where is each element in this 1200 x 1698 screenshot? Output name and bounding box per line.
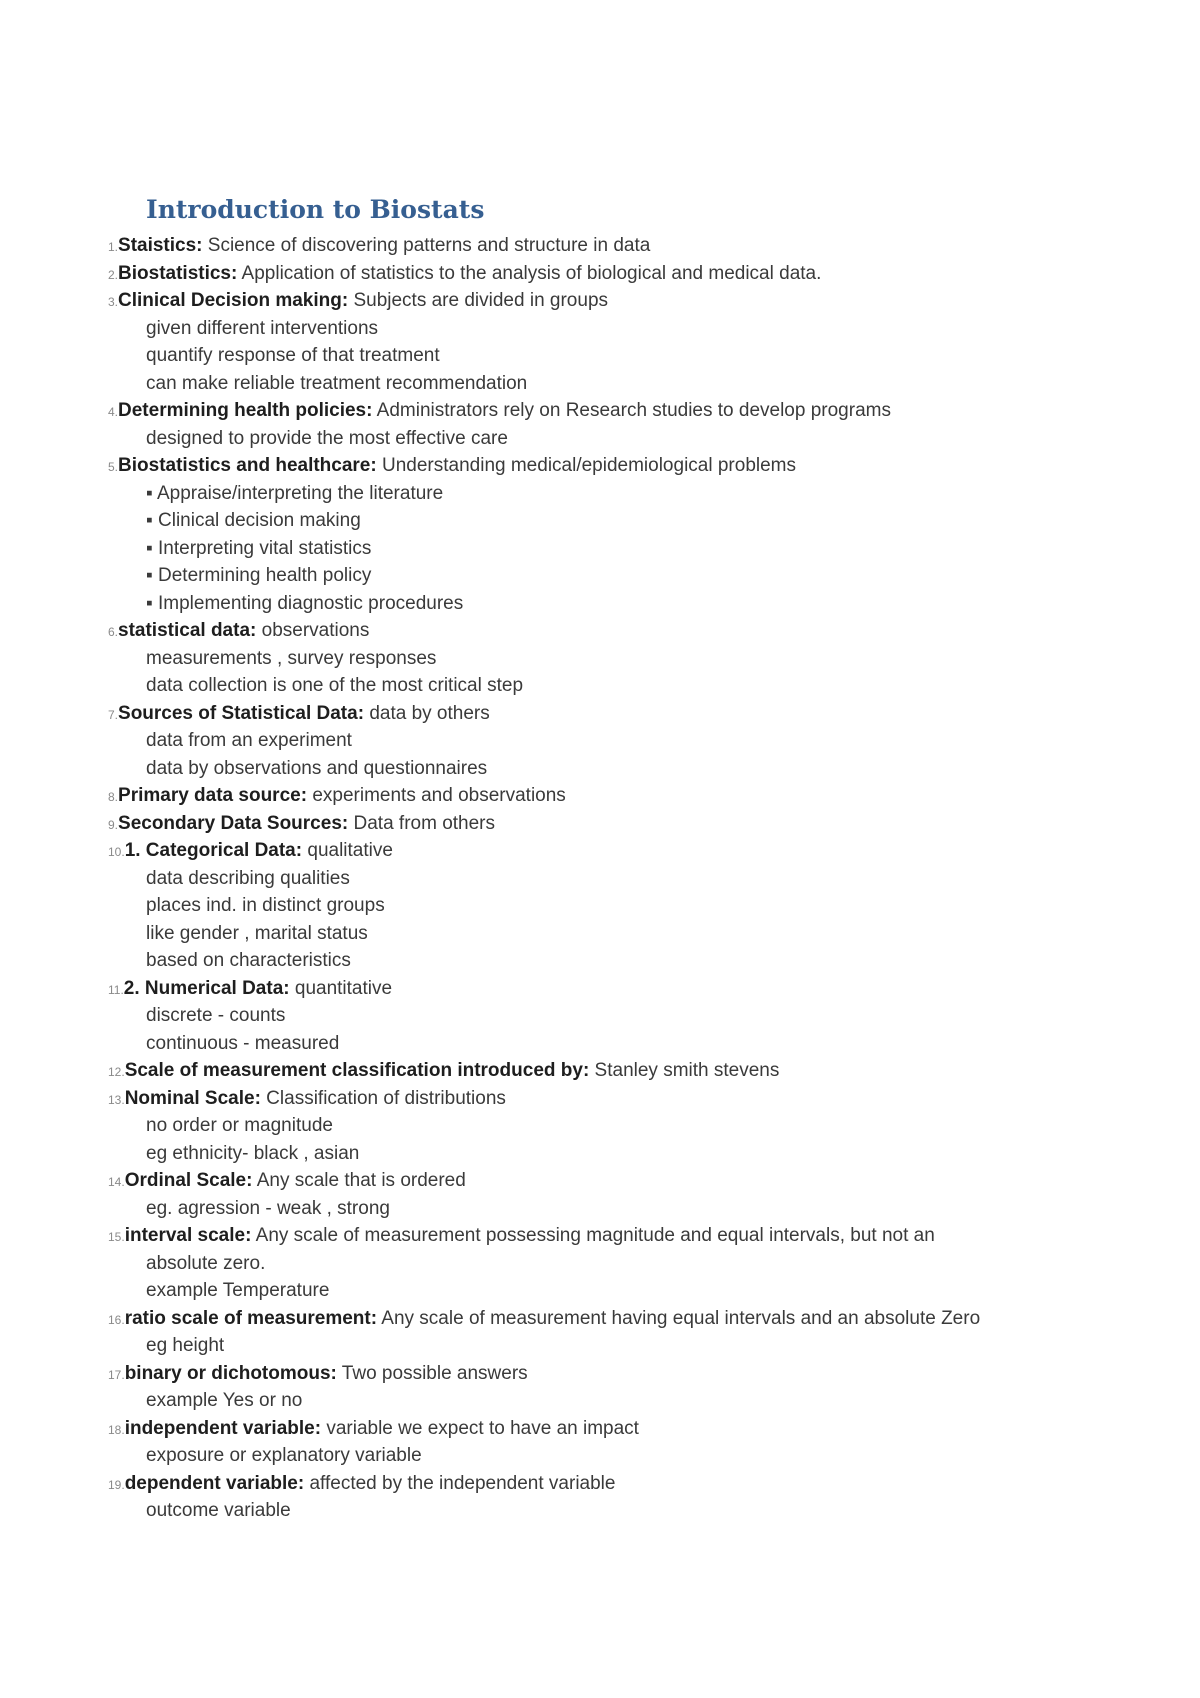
item-term: dependent variable: [124,1472,305,1494]
item-heading-line [108,1360,1108,1388]
item-term: Scale of measurement classification introduced by: [124,1060,590,1081]
item-definition: Application of statistics to the analysis of biological and medical data. [237,262,822,284]
item-definition: Two possible answers [336,1362,528,1384]
item-definition: Any scale that is ordered [252,1170,466,1191]
item-heading-line [108,1167,1108,1195]
item-detail-line: example Temperature [146,1280,330,1301]
item-definition: quantitative [289,977,393,999]
item-number: 2. [108,267,119,282]
item-definition: Administrators rely on Research studies to develop programs [372,400,891,421]
item-heading-line [108,1085,1108,1113]
list-item [108,975,1108,1058]
item-number: 8. [108,790,119,804]
item-number: 3. [108,295,119,309]
item-definition: variable we expect to have an impact [321,1417,639,1439]
list-item [108,452,1108,617]
item-detail-line: continuous - measured [146,1032,340,1054]
item-detail-line: measurements , survey responses [146,647,437,669]
item-detail-line: ▪ Determining health policy [146,565,372,586]
item-heading-line [108,975,1108,1003]
item-number: 14. [108,1175,125,1189]
item-number: 5. [108,460,119,474]
item-detail-line: quantify response of that treatment [146,345,440,366]
item-heading-line [108,232,1108,260]
item-term: Staistics: [118,235,203,256]
item-number: 12. [108,1065,125,1079]
item-number: 16. [108,1312,125,1327]
list-item [108,1057,1108,1085]
item-number: 18. [108,1422,125,1437]
list-item [108,287,1108,397]
item-detail-line: exposure or explanatory variable [146,1445,422,1466]
list-item [108,1360,1108,1415]
item-heading-line [108,1470,1108,1498]
item-number: 4. [108,405,119,419]
item-detail-line: based on characteristics [146,950,351,971]
item-term: statistical data: [118,620,257,641]
item-definition: Science of discovering patterns and structure in data [202,235,651,256]
item-number: 1. [108,240,119,254]
item-heading-line [108,700,1108,728]
document-content [108,190,1108,1525]
item-heading-line [108,1415,1108,1443]
item-definition: Any scale of measurement possessing magnitude and equal intervals, but not an [251,1225,935,1246]
item-detail-line: like gender , marital status [146,922,368,944]
item-heading-line [108,452,1108,480]
list-item [108,810,1108,838]
item-definition: observations [256,620,370,641]
item-term: interval scale: [124,1225,252,1246]
list-item [108,700,1108,783]
item-term: Primary data source: [118,785,308,806]
item-heading-line [108,260,1108,288]
item-number: 11. [108,982,124,997]
item-detail-line: given different interventions [146,317,379,339]
item-detail-line: data describing qualities [146,867,350,889]
item-definition: Subjects are divided in groups [348,290,609,311]
item-definition: experiments and observations [307,785,566,806]
item-detail-line: designed to provide the most effective care [146,427,508,449]
list-item [108,1305,1108,1360]
item-detail-line: can make reliable treatment recommendation [146,372,528,394]
item-detail-line: absolute zero. [146,1252,266,1274]
list-item [108,1167,1108,1222]
item-detail-line: outcome variable [146,1500,291,1521]
item-definition: qualitative [302,840,393,861]
item-term: Secondary Data Sources: [118,812,349,834]
item-number: 10. [108,845,125,859]
item-detail-line: places ind. in distinct groups [146,895,385,916]
list-item [108,1222,1108,1305]
item-heading-line [108,1305,1108,1333]
item-term: Determining health policies: [118,400,373,421]
list-item [108,260,1108,288]
item-term: Biostatistics and healthcare: [118,455,377,476]
item-detail-line: data from an experiment [146,730,352,751]
item-number: 13. [108,1092,125,1107]
item-term: Ordinal Scale: [124,1170,253,1191]
item-detail-line: ▪ Implementing diagnostic procedures [146,592,464,614]
item-detail-line: eg height [146,1335,225,1356]
item-definition: Data from others [348,812,495,834]
item-number: 9. [108,817,119,832]
item-number: 7. [108,707,119,722]
item-detail-line: no order or magnitude [146,1115,333,1136]
item-number: 19. [108,1477,125,1492]
item-detail-line: eg ethnicity- black , asian [146,1142,360,1164]
item-definition: Stanley smith stevens [589,1060,780,1081]
item-number: 15. [108,1230,125,1244]
list-item [108,397,1108,452]
item-heading-line [108,1057,1108,1085]
item-definition: Understanding medical/epidemiological problems [376,455,796,476]
item-heading-line [108,837,1108,865]
item-heading-line [108,397,1108,425]
item-heading-line [108,810,1108,838]
item-definition: Classification of distributions [260,1087,506,1109]
item-definition: Any scale of measurement having equal intervals and an absolute Zero [377,1307,981,1329]
list-item [108,1085,1108,1168]
list-item [108,232,1108,260]
item-detail-line: ▪ Appraise/interpreting the literature [146,482,444,504]
item-term: 1. Categorical Data: [124,840,303,861]
item-term: independent variable: [124,1417,322,1439]
item-heading-line [108,1222,1108,1250]
item-term: 2. Numerical Data: [123,977,290,999]
list-item [108,1470,1108,1525]
list-item [108,782,1108,810]
item-detail-line: ▪ Interpreting vital statistics [146,537,372,559]
document-title: Introduction to Biostats [146,195,485,224]
item-detail-line: eg. agression - weak , strong [146,1197,390,1219]
list-item [108,837,1108,975]
item-definition: affected by the independent variable [304,1472,616,1494]
item-number: 17. [108,1367,125,1382]
item-term: Biostatistics: [118,262,238,284]
item-detail-line: ▪ Clinical decision making [146,510,361,531]
item-detail-line: data by observations and questionnaires [146,757,488,779]
item-number: 6. [108,625,119,639]
item-detail-line: example Yes or no [146,1390,303,1411]
item-term: Clinical Decision making: [118,290,349,311]
item-term: Nominal Scale: [124,1087,261,1109]
item-term: ratio scale of measurement: [124,1307,378,1329]
term-list [108,232,1108,1525]
item-term: binary or dichotomous: [124,1362,337,1384]
item-heading-line [108,287,1108,315]
item-heading-line [108,782,1108,810]
item-heading-line [108,617,1108,645]
item-detail-line: discrete - counts [146,1005,286,1026]
list-item [108,617,1108,700]
item-term: Sources of Statistical Data: [118,702,365,724]
list-item [108,1415,1108,1470]
item-detail-line: data collection is one of the most critical step [146,675,524,696]
item-definition: data by others [364,702,490,724]
